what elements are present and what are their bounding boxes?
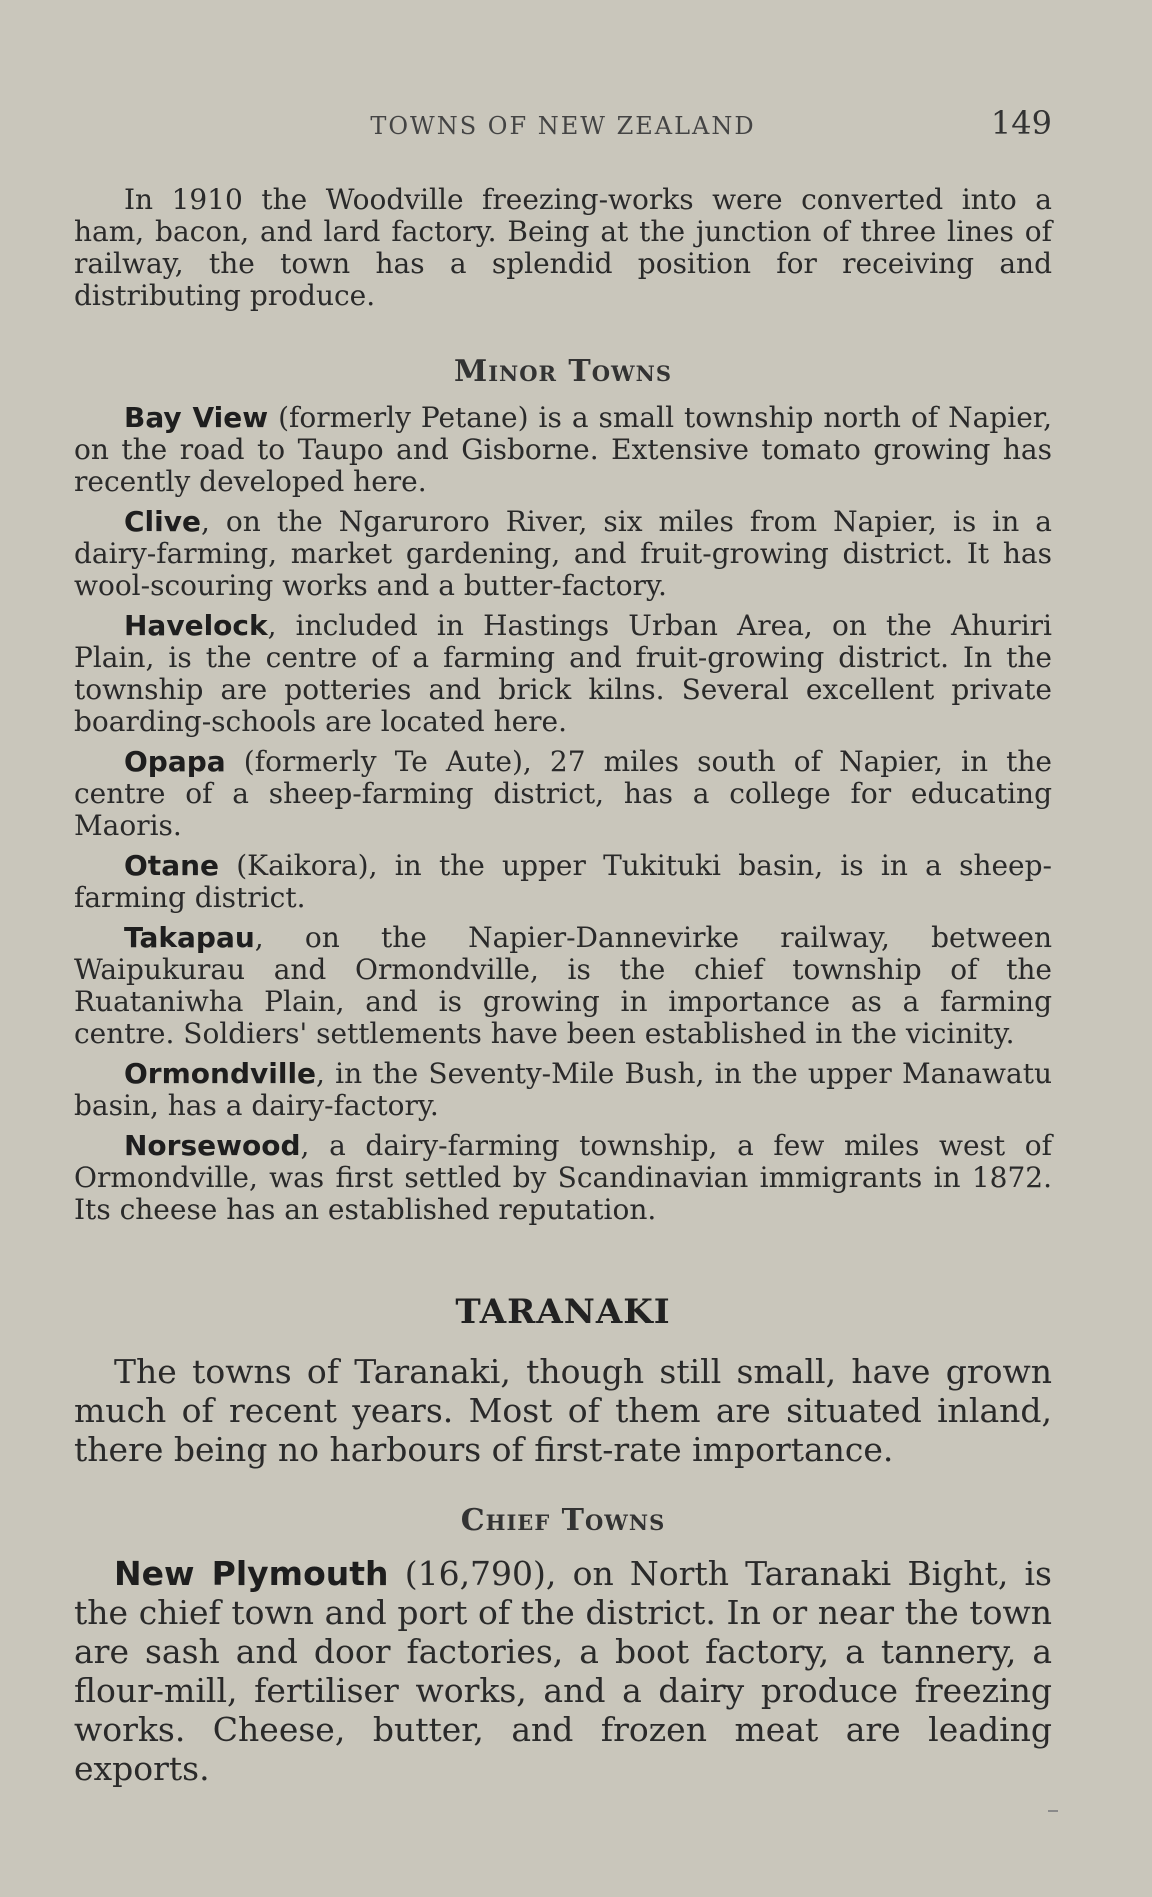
town-entry [74, 922, 1052, 1050]
page-number: 149 [990, 104, 1052, 142]
intro-section [74, 184, 1052, 312]
town-name: Opapa [124, 745, 226, 778]
town-name: Otane [124, 849, 220, 882]
minor-towns-heading-block [74, 354, 1052, 389]
town-description: , a dairy-farming township, a few miles west of Ormondville, was first settled by Scandinavian immigrants in 1872. Its cheese has an established reputation. [74, 1129, 1052, 1226]
town-entry [74, 1130, 1052, 1226]
page-smudge [1048, 1810, 1058, 1812]
chief-towns-heading-block [74, 1503, 1052, 1538]
town-name: Norsewood [124, 1129, 301, 1162]
town-entry [74, 1058, 1052, 1122]
town-entry [74, 610, 1052, 738]
town-name: Havelock [124, 609, 268, 642]
town-description: (16,790), on North Taranaki Bight, is the chief town and port of the district. In or near the town are sash and door factories, a boot factory, a tannery, a flour-mill, fertiliser works, and a dairy produce freezing works. Cheese, butter, and frozen meat are leading exports. [74, 1554, 1052, 1788]
taranaki-heading-block [74, 1292, 1052, 1332]
running-head [74, 104, 1052, 144]
town-description: (formerly Te Aute), 27 miles south of Napier, in the centre of a sheep-farming district, has a college for educating Maoris. [74, 745, 1052, 842]
town-description: , on the Napier-Dannevirke railway, between Waipukurau and Ormondville, is the chief township of the Ruataniwha Plain, and is growing in importance as a farming centre. Soldiers' settlements have been established in the vicinity. [74, 921, 1052, 1050]
town-description: , included in Hastings Urban Area, on the Ahuriri Plain, is the centre of a farming and fruit-growing district. In the township are potteries and brick kilns. Several excellent private boarding-schools are located here. [74, 609, 1052, 738]
town-entry [74, 402, 1052, 498]
town-description: (Kaikora), in the upper Tukituki basin, is in a sheep-farming district. [74, 849, 1052, 914]
chief-towns-heading: Chief Towns [460, 1503, 666, 1538]
taranaki-intro-block [74, 1352, 1052, 1469]
running-title: TOWNS OF NEW ZEALAND [370, 112, 756, 140]
new-plymouth-block [74, 1554, 1052, 1788]
new-plymouth-entry [74, 1554, 1052, 1788]
minor-towns-list [74, 402, 1052, 1234]
town-description: , in the Seventy-Mile Bush, in the upper Manawatu basin, has a dairy-factory. [74, 1057, 1052, 1122]
town-name: Ormondville [124, 1057, 317, 1090]
town-entry [74, 746, 1052, 842]
minor-towns-heading: Minor Towns [454, 354, 672, 389]
town-description: (formerly Petane) is a small township north of Napier, on the road to Taupo and Gisborne. Extensive tomato growing has recently developed here. [74, 401, 1052, 498]
town-name: Clive [124, 505, 201, 538]
town-entry [74, 506, 1052, 602]
taranaki-heading: TARANAKI [455, 1292, 671, 1332]
town-description: , on the Ngaruroro River, six miles from Napier, is in a dairy-farming, market gardening, and fruit-growing district. It has wool-scouring works and a butter-factory. [74, 505, 1052, 602]
town-name: Bay View [124, 401, 269, 434]
intro-paragraph: In 1910 the Woodville freezing-works were converted into a ham, bacon, and lard factory. Being at the junction of three lines of railway, the town has a splendid position for receiving and distributing produce. [74, 183, 1052, 312]
town-entry [74, 850, 1052, 914]
taranaki-intro: The towns of Taranaki, though still small, have grown much of recent years. Most of them are situated inland, there being no harbours of first-rate importance. [74, 1352, 1052, 1469]
town-name: Takapau [124, 921, 255, 954]
town-name: New Plymouth [114, 1554, 389, 1593]
